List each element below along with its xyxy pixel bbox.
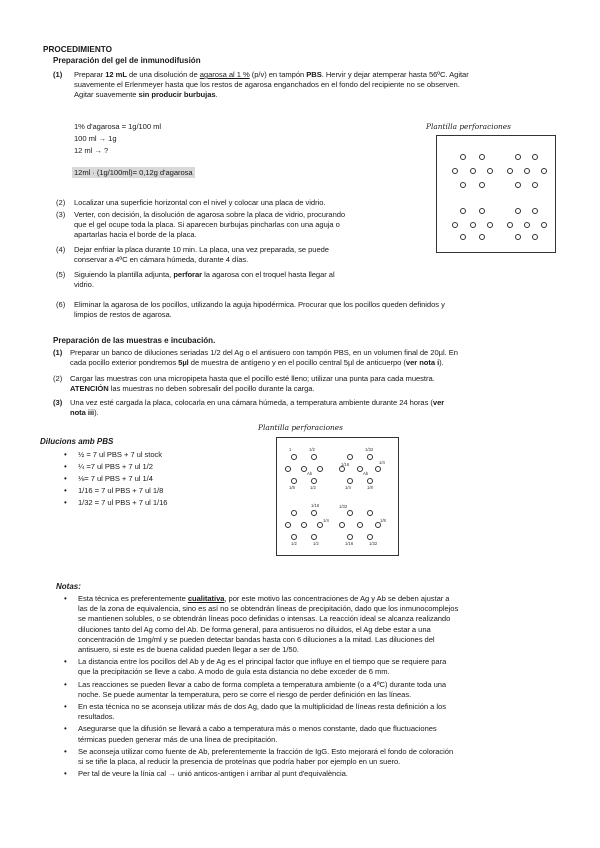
list-item: • 1/32 = 7 ul PBS + 7 ul 1/16	[64, 498, 168, 507]
well	[317, 466, 323, 472]
well-label: 1/8	[380, 518, 386, 523]
well-label: 1/2	[309, 447, 315, 452]
well	[541, 168, 547, 174]
well	[367, 510, 373, 516]
calc-line: 100 ml → 1g	[74, 134, 117, 143]
step-number: (3)	[53, 398, 63, 407]
well-label: 1/8	[289, 485, 295, 490]
step-number: (4)	[56, 245, 66, 254]
well	[367, 478, 373, 484]
step-number: (6)	[56, 300, 66, 309]
well	[479, 234, 485, 240]
well-label: 1/16	[311, 503, 320, 508]
well	[311, 478, 317, 484]
well-label: 1/4	[379, 460, 385, 465]
note-item: • Per tal de veure la línia cal → unió anticos-antigen i arribar al punt d'equivalència.	[64, 769, 348, 779]
well-label: 1/16	[341, 462, 350, 467]
step-5-text: Siguiendo la plantilla adjunta, perforar la agarosa con el troquel hasta llegar al vidrio.	[74, 270, 335, 290]
section-title: PROCEDIMIENTO	[43, 45, 112, 54]
well-label: 1/2	[310, 485, 316, 490]
well-label: Ab	[307, 471, 313, 476]
well	[507, 222, 513, 228]
list-item: • ¼ =7 ul PBS + 7 ul 1/2	[64, 462, 153, 471]
note-item: • En esta técnica no se aconseja utilizar más de dos Ag, dado que la multiplicidad de líneas resta definición a los resultados.	[64, 702, 446, 722]
well	[301, 522, 307, 528]
well	[479, 208, 485, 214]
step-1-text: Preparar 12 mL de una disolución de agarosa al 1 % (p/v) en tampón PBS. Hervir y dejar atemperar hasta 56ºC. Agitar suavemente el Erlenmeyer hasta que los restos de agarosa enganchados en el fondo del recipiente no se observen. Agitar suavemente sin producir burbujas.	[74, 70, 469, 100]
calc-line: 12 ml → ?	[74, 146, 109, 155]
well	[460, 208, 466, 214]
well	[311, 534, 317, 540]
plate-1-title: Plantilla perforaciones	[426, 122, 511, 131]
well	[479, 182, 485, 188]
well	[291, 454, 297, 460]
well	[507, 168, 513, 174]
well	[515, 182, 521, 188]
well-label: 1/16	[345, 541, 354, 546]
step-number: (2)	[53, 374, 63, 383]
notes-title: Notas:	[56, 582, 81, 591]
step-6-text: Eliminar la agarosa de los pocillos, utilizando la aguja hipodérmica. Procurar que los pocillos queden definidos y limpios de restos de agarosa.	[74, 300, 445, 320]
well	[375, 466, 381, 472]
list-item: • 1/16 = 7 ul PBS + 7 ul 1/8	[64, 486, 164, 495]
plate-2-title: Plantilla perforaciones	[258, 423, 343, 432]
well	[347, 534, 353, 540]
note-item: • Las reacciones se pueden llevar a cabo de forma completa a temperatura ambiente (o a 4ºC) durante toda una noche. Se puede aumentar la temperatura, pero se corre el riesgo de perder definición en las líneas.	[64, 679, 447, 699]
muestras-step-2-text: Cargar las muestras con una micropipeta hasta que el pocillo esté lleno; utilizar una punta para cada muestra. ATENCIÓN las muestras no deben sobresalir del pocillo durante la carga.	[70, 374, 435, 394]
well	[460, 182, 466, 188]
well	[291, 534, 297, 540]
step-number: (1)	[53, 348, 63, 357]
step-2-text: Localizar una superficie horizontal con el nivel y colocar una placa de vidrio.	[74, 198, 326, 207]
note-item: • La distancia entre los pocillos del Ab y de Ag es el principal factor que influye en el tiempo que se requiere para que la precipitación se lleve a cabo. A modo de guía esta distancia no debe exceder de 6 mm.	[64, 657, 447, 677]
well	[291, 510, 297, 516]
well-label: 1/4	[323, 518, 329, 523]
well	[311, 454, 317, 460]
dilutions-title: Dilucions amb PBS	[40, 437, 114, 446]
well-label: 1/4	[345, 485, 351, 490]
step-number: (1)	[53, 70, 63, 79]
step-number: (3)	[56, 210, 66, 219]
well	[541, 222, 547, 228]
well	[532, 208, 538, 214]
well	[470, 222, 476, 228]
well-label: 1/32	[365, 447, 374, 452]
well	[515, 154, 521, 160]
muestras-step-3-text: Una vez esté cargada la placa, colocarla en una cámara húmeda, a temperatura ambiente durante 24 horas (ver nota iii).	[70, 398, 445, 418]
well	[339, 522, 345, 528]
well	[311, 510, 317, 516]
list-item: • ⅛= 7 ul PBS + 7 ul 1/4	[64, 474, 153, 483]
well	[460, 154, 466, 160]
well	[470, 168, 476, 174]
well-label: Ab	[363, 471, 369, 476]
well	[524, 222, 530, 228]
well	[285, 522, 291, 528]
well	[347, 454, 353, 460]
well	[367, 454, 373, 460]
well-label: 1/2	[291, 541, 297, 546]
subsection-title: Preparación de las muestras e incubación.	[53, 336, 216, 345]
well-label: 1/32	[339, 504, 348, 509]
well	[524, 168, 530, 174]
step-number: (5)	[56, 270, 66, 279]
well	[515, 208, 521, 214]
well	[285, 466, 291, 472]
well	[532, 182, 538, 188]
well	[347, 510, 353, 516]
well	[487, 222, 493, 228]
step-number: (2)	[56, 198, 66, 207]
well	[532, 234, 538, 240]
note-item: • Se aconseja utilizar como fuente de Ab, preferentemente la fracción de IgG. Esto mejorará el fondo de coloración si se tiñe la placa, al reducir la presencia de proteínas que podría haber por ejemplo en un suero.	[64, 746, 454, 767]
note-item: • Esta técnica es preferentemente cualitativa, por este motivo las concentraciones de Ag y Ab se deben ajustar a las de la zona de equivalencia, sino es así no se obtendrán líneas de precipitación, dado que los inmunocomplejos se mantienen solubles, o se obtendrán líneas poco definidas o intensas. La reacción ideal se alcanza realizando diluciones tanto del Ag como del Ab. De forma general, para antisueros no diluidos, el Ag debe estar a una concentración de 1mg/ml y se pueden detectar bandas hasta con 6 diluciones a la mitad. Las diluciones del antisuero, si este es de buena calidad pueden llegar a ser de 1/50.	[64, 594, 459, 655]
well-label: 1/8	[367, 485, 373, 490]
well-label: 1	[289, 447, 292, 452]
well	[487, 168, 493, 174]
well	[357, 522, 363, 528]
step-3-text: Verter, con decisión, la disolución de agarosa sobre la placa de vidrio, procurando que el gel ocupe toda la placa. Si aparecen burbujas pincharlas con una aguja o apartarlas hacia el borde de la placa.	[74, 210, 346, 240]
step-4-text: Dejar enfriar la placa durante 10 min. La placa, una vez preparada, se puede conservar a 4ºC en cámara húmeda, durante 4 días.	[74, 245, 329, 265]
note-item: • Asegurarse que la difusión se llevará a cabo a temperatura más o menos constante, dado que fluctuaciones térmicas pueden generar más de una línea de precipitación.	[64, 724, 437, 744]
dilutions-list	[64, 450, 268, 510]
calc-line: 1% d'agarosa = 1g/100 ml	[74, 122, 162, 131]
plate-2-template	[276, 437, 399, 556]
muestras-step-1-text: Preparar un banco de diluciones seriadas 1/2 del Ag o el antisuero con tampón PBS, en un volumen final de 20µl. En cada pocillo exterior pondremos 5µl de muestra de antígeno y en el pocillo central 5µl de anticuerpo (ver nota i).	[70, 348, 458, 368]
well	[452, 222, 458, 228]
well	[291, 478, 297, 484]
well	[367, 534, 373, 540]
well	[515, 234, 521, 240]
subsection-title: Preparación del gel de inmunodifusión	[53, 56, 201, 65]
well	[452, 168, 458, 174]
calc-result: 12ml · (1g/100ml)= 0,12g d'agarosa	[74, 168, 193, 177]
notes-list	[64, 594, 573, 779]
list-item: • ½ = 7 ul PBS + 7 ul stock	[64, 450, 163, 459]
well	[347, 478, 353, 484]
well	[460, 234, 466, 240]
well	[532, 154, 538, 160]
well-label: 1/2	[313, 541, 319, 546]
well	[479, 154, 485, 160]
well-label: 1/32	[369, 541, 378, 546]
plate-1-template	[436, 135, 556, 253]
